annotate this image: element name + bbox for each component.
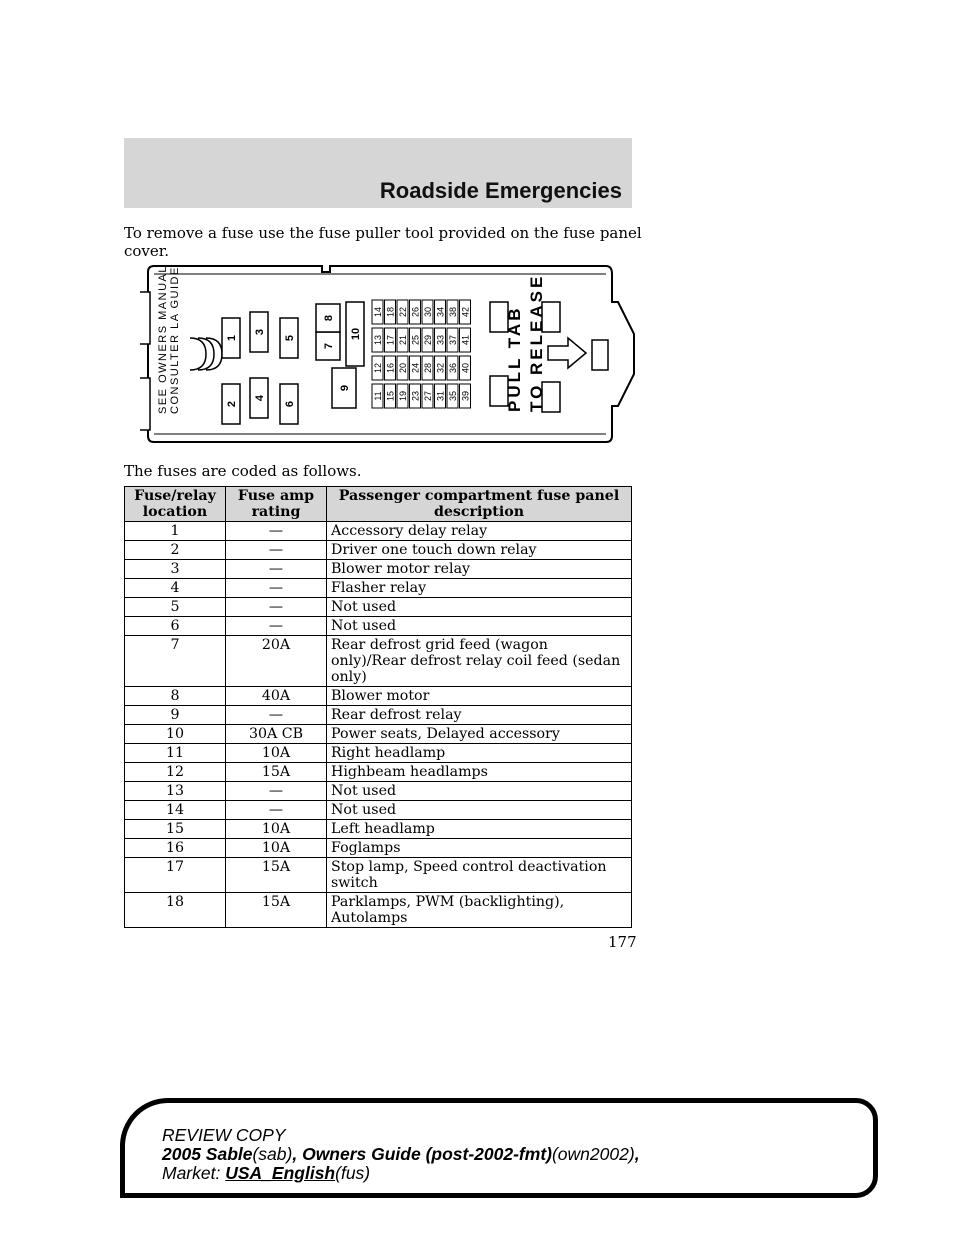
table-row	[125, 801, 632, 820]
table-row	[125, 782, 632, 801]
mini-fuse-label: 19	[398, 390, 408, 402]
cell-amp: —	[226, 598, 327, 617]
cell-description: Highbeam headlamps	[327, 763, 632, 782]
cell-location: 16	[125, 839, 226, 858]
intro-text: To remove a fuse use the fuse puller tool provided on the fuse panel cover.	[124, 224, 642, 260]
cell-location: 3	[125, 560, 226, 579]
cell-location: 11	[125, 744, 226, 763]
mini-fuse-label: 39	[460, 390, 471, 402]
cell-description: Stop lamp, Speed control deactivation switch	[327, 858, 632, 893]
cell-description: Rear defrost grid feed (wagon only)/Rear defrost relay coil feed (sedan only)	[327, 636, 632, 687]
mini-fuse-label: 11	[373, 391, 383, 401]
to-release-label: TO RELEASE	[527, 273, 546, 412]
mini-fuse-label: 21	[398, 334, 408, 346]
fuse-table	[124, 486, 632, 928]
cell-description: Flasher relay	[327, 579, 632, 598]
relay-block	[250, 378, 268, 418]
relay-label: 3	[254, 328, 266, 336]
mini-fuse-label: 29	[423, 334, 433, 346]
model-code: (sab)	[252, 1144, 293, 1164]
cell-amp: 15A	[226, 893, 327, 928]
relay-block	[280, 384, 298, 424]
table-row	[125, 636, 632, 687]
mini-fuse-label: 26	[410, 306, 421, 318]
table-row	[125, 706, 632, 725]
table-row	[125, 687, 632, 706]
mini-fuse-label: 15	[385, 390, 396, 402]
mini-fuse-label: 32	[435, 362, 446, 374]
cell-description: Parklamps, PWM (backlighting), Autolamps	[327, 893, 632, 928]
page-number: 177	[608, 933, 637, 951]
cell-location: 7	[125, 636, 226, 687]
relay-block	[250, 312, 268, 352]
cell-amp: 15A	[226, 858, 327, 893]
fuse-table-header-row	[125, 487, 632, 522]
table-row	[125, 522, 632, 541]
mini-fuse-label: 36	[448, 362, 458, 374]
cell-location: 10	[125, 725, 226, 744]
cell-amp: 40A	[226, 687, 327, 706]
cell-location: 1	[125, 522, 226, 541]
cell-description: Not used	[327, 598, 632, 617]
table-row	[125, 541, 632, 560]
cell-amp: —	[226, 801, 327, 820]
cell-description: Rear defrost relay	[327, 706, 632, 725]
coded-text: The fuses are coded as follows.	[124, 462, 362, 480]
mini-fuse-label: 31	[435, 390, 446, 402]
mini-fuse-label: 37	[448, 334, 458, 346]
cell-description: Accessory delay relay	[327, 522, 632, 541]
mini-fuse-label: 41	[460, 334, 471, 346]
market-code: (fus)	[335, 1163, 371, 1183]
fuse-panel-diagram	[140, 262, 636, 446]
relay-block	[346, 302, 364, 366]
relay-label: 9	[339, 384, 351, 392]
market: USA_English	[225, 1163, 336, 1183]
mini-fuse-label: 28	[423, 362, 433, 374]
header-amp: Fuse amp rating	[226, 487, 327, 522]
relay-block	[222, 384, 240, 424]
relay-label: 5	[284, 334, 296, 342]
cell-description: Driver one touch down relay	[327, 541, 632, 560]
cell-description: Blower motor relay	[327, 560, 632, 579]
model-line	[162, 1145, 640, 1164]
mini-fuse-label: 38	[448, 306, 458, 318]
mini-fuse-label: 13	[373, 334, 383, 346]
table-row	[125, 893, 632, 928]
table-row	[125, 560, 632, 579]
relay-label: 1	[226, 334, 238, 342]
cell-location: 17	[125, 858, 226, 893]
table-row	[125, 598, 632, 617]
relay-label: 6	[284, 400, 296, 408]
relay-block	[222, 318, 240, 358]
relay-label: 10	[350, 327, 362, 341]
header-description: Passenger compartment fuse panel description	[327, 487, 632, 522]
cell-location: 6	[125, 617, 226, 636]
cell-description: Blower motor	[327, 687, 632, 706]
mini-fuse-label: 24	[410, 362, 421, 374]
mini-fuse-label: 27	[423, 390, 433, 402]
table-row	[125, 744, 632, 763]
relay-block	[280, 318, 298, 358]
cell-amp: —	[226, 560, 327, 579]
cell-location: 13	[125, 782, 226, 801]
cell-amp: —	[226, 617, 327, 636]
mini-fuse-label: 14	[373, 306, 383, 318]
cell-description: Not used	[327, 782, 632, 801]
cell-amp: —	[226, 706, 327, 725]
relay-label: 2	[226, 400, 238, 408]
table-row	[125, 839, 632, 858]
cell-location: 14	[125, 801, 226, 820]
cell-amp: 30A CB	[226, 725, 327, 744]
cell-description: Not used	[327, 617, 632, 636]
cell-amp: 10A	[226, 820, 327, 839]
cell-location: 15	[125, 820, 226, 839]
table-row	[125, 725, 632, 744]
mini-fuse-label: 33	[435, 334, 446, 346]
cell-amp: 20A	[226, 636, 327, 687]
side-text-consulter: CONSULTER LA GUIDE	[169, 266, 181, 414]
cell-amp: —	[226, 782, 327, 801]
table-row	[125, 763, 632, 782]
cell-location: 9	[125, 706, 226, 725]
cell-amp: —	[226, 579, 327, 598]
relay-label: 4	[254, 394, 266, 402]
table-row	[125, 579, 632, 598]
cell-location: 5	[125, 598, 226, 617]
cell-location: 4	[125, 579, 226, 598]
cell-amp: —	[226, 541, 327, 560]
relay-label: 7	[323, 342, 335, 350]
cell-description: Foglamps	[327, 839, 632, 858]
mini-fuse-label: 34	[435, 306, 446, 318]
table-row	[125, 820, 632, 839]
market-label: Market:	[162, 1163, 221, 1183]
mini-fuse-label: 17	[385, 334, 396, 346]
cell-amp: 15A	[226, 763, 327, 782]
review-copy-line: REVIEW COPY	[162, 1125, 286, 1145]
relay-block	[316, 332, 340, 360]
cell-description: Right headlamp	[327, 744, 632, 763]
mini-fuse-label: 23	[410, 390, 421, 402]
table-row	[125, 617, 632, 636]
relay-block	[332, 368, 356, 408]
model: 2005 Sable	[162, 1144, 253, 1164]
pull-tab-label: PULL TAB	[505, 305, 524, 412]
cell-location: 8	[125, 687, 226, 706]
cell-location: 12	[125, 763, 226, 782]
cell-amp: —	[226, 522, 327, 541]
review-copy-text	[162, 1126, 640, 1183]
mini-fuse-label: 42	[460, 306, 471, 318]
cell-description: Not used	[327, 801, 632, 820]
guide: , Owners Guide (post-2002-fmt)	[292, 1144, 552, 1164]
section-title: Roadside Emergencies	[379, 178, 622, 203]
cell-location: 2	[125, 541, 226, 560]
cell-description: Left headlamp	[327, 820, 632, 839]
mini-fuse-label: 25	[410, 334, 421, 346]
cell-description: Power seats, Delayed accessory	[327, 725, 632, 744]
table-row	[125, 858, 632, 893]
comma: ,	[634, 1144, 640, 1164]
header-location: Fuse/relay location	[125, 487, 226, 522]
cell-amp: 10A	[226, 839, 327, 858]
mini-fuse-label: 12	[373, 362, 383, 374]
section-header	[124, 138, 632, 208]
mini-fuse-label: 40	[460, 362, 471, 374]
mini-fuse-label: 18	[385, 306, 396, 318]
cell-location: 18	[125, 893, 226, 928]
guide-code: (own2002)	[551, 1144, 635, 1164]
mini-fuse-label: 22	[398, 306, 408, 318]
mini-fuse-label: 35	[448, 390, 458, 402]
relay-label: 8	[323, 314, 335, 322]
mini-fuse-label: 16	[385, 362, 396, 374]
relay-block	[316, 304, 340, 332]
mini-fuse-label: 30	[423, 306, 433, 318]
cell-amp: 10A	[226, 744, 327, 763]
mini-fuse-label: 20	[398, 362, 408, 374]
market-line	[162, 1164, 640, 1183]
side-text-owners-manual: SEE OWNERS MANUAL	[157, 265, 169, 414]
